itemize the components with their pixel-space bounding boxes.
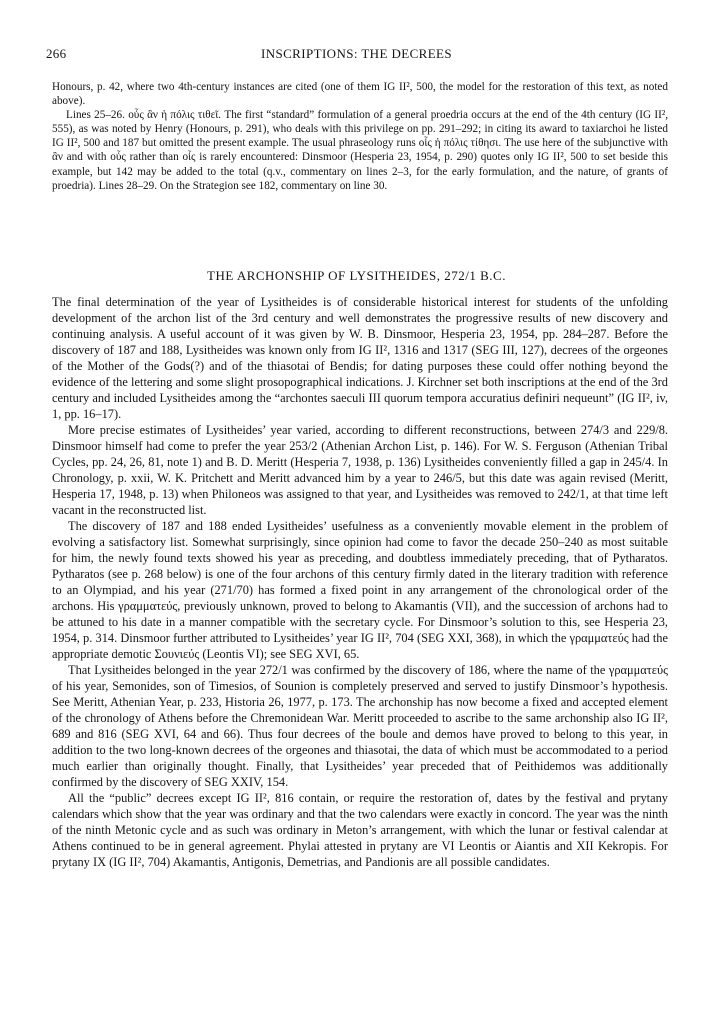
running-head: INSCRIPTIONS: THE DECREES (260, 46, 453, 61)
section-title: THE ARCHONSHIP OF LYSITHEIDES, 272/1 B.C. (207, 268, 506, 283)
body-paragraph: The discovery of 187 and 188 ended Lysitheides’ usefulness as a conveniently movable element in the problem of evolving a satisfactory list. Somewhat surprisingly, since opinion had come to favor the decade 250–240 as most suitable for him, the newly found texts showed his year as preceding, and doubtless immediately preceding, that of Pytharatos. Pytharatos (see p. 268 below) is one of the four archons of this century firmly dated in the literary tradition with reference to an Olympiad, and his year (271/70) has formed a fixed point in any arrangement of the chronological order of the archons. His γραμματεύς, previously unknown, proved to belong to Akamantis (VII), and the succession of archons had to be attuned to his date in a manner compatible with the secretary cycle. For Dinsmoor’s solution to this, see Hesperia 23, 1954, p. 314. Dinsmoor further attributed to Lysitheides’ year IG II², 704 (SEG XXI, 368), in which the γραμματεύς had the appropriate demotic Σουνιεύς (Leontis VI); see SEG XVI, 65. (52, 519, 668, 661)
main-text (52, 294, 668, 870)
body-paragraph: More precise estimates of Lysitheides’ year varied, according to different reconstructions, between 274/3 and 229/8. Dinsmoor himself had come to prefer the year 253/2 (Athenian Archon List, p. 146). For W. S. Ferguson (Athenian Tribal Cycles, pp. 24, 26, 81, note 1) and B. D. Meritt (Hesperia 7, 1938, p. 136) Lysitheides conveniently filled a gap in 245/4. In Chronology, p. xxii, W. K. Pritchett and Meritt advanced him by a year to 246/5, but this date was again revised (Meritt, Hesperia 17, 1948, p. 13) when Philoneos was assigned to that year, and Lysitheides was removed to 242/1, at that time left vacant in the reconstructed list. (52, 423, 668, 517)
page-header (46, 46, 667, 64)
commentary-notes (52, 80, 668, 193)
page-number: 266 (46, 46, 67, 61)
body-paragraph: The final determination of the year of Lysitheides is of considerable historical interest for students of the unfolding development of the archon list of the 3rd century and well demonstrates the progressive results of new discovery and continuing analysis. A useful account of it was given by W. B. Dinsmoor, Hesperia 23, 1954, pp. 284–287. Before the discovery of 187 and 188, Lysitheides was known only from IG II², 1316 and 1317 (SEG III, 127), decrees of the orgeones of the Mother of the Gods(?) and of the thiasotai of Bendis; for dating purposes these could offer nothing beyond the evidence of the lettering and some slight prosopographical indications. J. Kirchner set both inscriptions at the end of the 3rd century and included Lysitheides among the “archontes saeculi III quorum tempora accuratius definiri nequeunt” (IG II², iv, 1, pp. 16–17). (52, 295, 668, 421)
note-paragraph: Honours, p. 42, where two 4th-century instances are cited (one of them IG II², 500, the model for the restoration of this text, as noted above). (52, 81, 668, 108)
note-paragraph: Lines 25–26. οὗς ἂν ἡ πόλις τιθεῖ. The first “standard” formulation of a general proedria occurs at the end of the 4th century (IG II², 555), as was noted by Henry (Honours, p. 291), who deals with this privilege on pp. 291–292; in citing its award to taxiarchoi he listed IG II², 500 and 187 but omitted the present example. The usual phraseology runs οἷς ἡ πόλις τίθησι. The use here of the subjunctive with ἂν and with οὗς rather than οἷς is rarely encountered: Dinsmoor (Hesperia 23, 1954, p. 290) quotes only IG II², 500 to set beside this example, but 142 may be added to the total (q.v., commentary on lines 2–3, for the early formulation, and the nature, of grants of proedria). Lines 28–29. On the Strategion see 182, commentary on line 30. (52, 109, 668, 192)
body-paragraph: All the “public” decrees except IG II², 816 contain, or require the restoration of, dates by the festival and prytany calendars which show that the year was ordinary and that the two calendars were exactly in concord. The year was the ninth of the ninth Metonic cycle and as such was ordinary in Meton’s arrangement, with which the lunar or festival calendar at Athens continued to be in general agreement. Phylai attested in prytany are VI Leontis or Aiantis and XII Kekropis. For prytany IX (IG II², 704) Akamantis, Antigonis, Demetrias, and Pandionis are all possible candidates. (52, 791, 668, 869)
body-paragraph: That Lysitheides belonged in the year 272/1 was confirmed by the discovery of 186, where the name of the γραμματεύς of his year, Semonides, son of Timesios, of Sounion is completely preserved and served to justify Dinsmoor’s hypothesis. See Meritt, Athenian Year, p. 233, Historia 26, 1977, p. 173. The archonship has now become a fixed and accepted element of the chronology of Athens before the Chremonidean War. Meritt proceeded to ascribe to the same archonship also IG II², 689 and 816 (SEG XVI, 64 and 66). Thus four decrees of the boule and demos have proved to belong to this year, in addition to the two long-known decrees of the orgeones and thiasotai, the data of which must be accommodated to a period much earlier than originally thought. Finally, that Lysitheides’ year preceded that of Peithidemos was additionally confirmed by the discovery of SEG XXIV, 154. (52, 663, 668, 789)
